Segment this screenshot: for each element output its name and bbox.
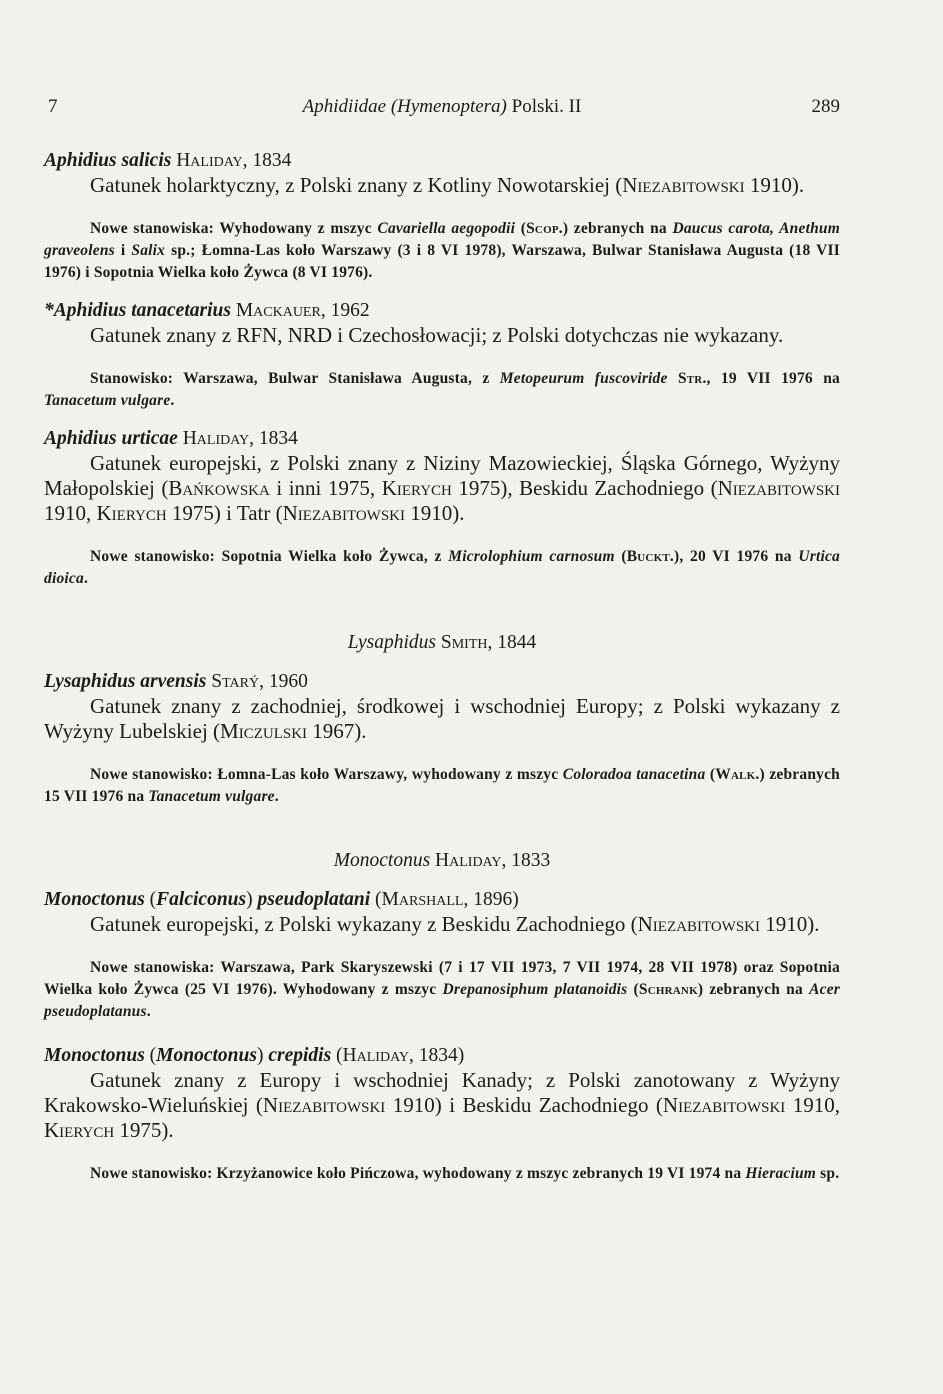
page-number: 289 xyxy=(811,96,840,117)
genus-year: , 1833 xyxy=(501,850,551,871)
locality-note: Nowe stanowisko: Krzyżanowice koło Pińczowa, wyhodowany z mszyc zebranych 19 VI 1974 na Hieracium sp. xyxy=(90,1165,840,1182)
species-heading xyxy=(44,298,840,323)
running-title-order: (Hymenoptera) xyxy=(390,96,507,117)
locality-note: Nowe stanowisko: Sopotnia Wielka koło Żywca, z Microlophium carnosum (Buckt.), 20 VI 1976 na Urtica dioica. xyxy=(44,548,840,587)
genus-author: Haliday xyxy=(435,850,502,871)
species-year: , 1962 xyxy=(320,300,370,321)
species-description: Gatunek znany z zachodniej, środkowej i wschodniej Europy; z Polski wykazany z Wyżyny Lubelskiej (Miczulski 1967). xyxy=(44,694,840,743)
species-year: , 1896) xyxy=(463,889,519,910)
species-name: Aphidius urticae xyxy=(44,428,178,449)
species-description: Gatunek holarktyczny, z Polski znany z Kotliny Nowotarskiej (Niezabitowski 1910). xyxy=(90,173,805,197)
genus-heading xyxy=(44,848,840,873)
species-year: , 1960 xyxy=(259,671,308,692)
page-header xyxy=(44,96,840,124)
species-description: Gatunek europejski, z Polski wykazany z Beskidu Zachodniego (Niezabitowski 1910). xyxy=(90,912,820,936)
species-description: Gatunek znany z RFN, NRD i Czechosłowacji; z Polski dotychczas nie wykazany. xyxy=(90,323,784,347)
page-body xyxy=(44,148,840,1185)
locality-note: Nowe stanowiska: Warszawa, Park Skaryszewski (7 i 17 VII 1973, 7 VII 1974, 28 VII 1978) oraz Sopotnia Wielka koło Żywca (25 VI 1976). Wyhodowany z mszyc Drepanosiphum platanoidis (Schrank) zebranych na Acer pseudoplatanus. xyxy=(44,959,841,1020)
locality-note: Nowe stanowiska: Wyhodowany z mszyc Cavariella aegopodii (Scop.) zebranych na Daucus carota, Anethum graveolens i Salix sp.; Łomna-Las koło Warszawy (3 i 8 VI 1978), Warszawa, Bulwar Stanisława Augusta (18 VII 1976) i Sopotnia Wielka koło Żywca (8 VI 1976). xyxy=(44,220,840,281)
species-description: Gatunek znany z Europy i wschodniej Kanady; z Polski zanotowany z Wyżyny Krakowsko-Wieluńskiej (Niezabitowski 1910) i Beskidu Zachodniego (Niezabitowski 1910, Kierych 1975). xyxy=(44,1068,840,1142)
species-heading: Monoctonus (Monoctonus) crepidis (Haliday, 1834) xyxy=(44,1045,465,1066)
species-year: , 1834 xyxy=(242,150,292,171)
new-record-mark: * xyxy=(44,300,54,321)
species-year: , 1834 xyxy=(249,428,298,449)
species-name: Aphidius tanacetarius xyxy=(53,300,231,321)
species-heading xyxy=(44,426,840,451)
species-author: Starý xyxy=(211,671,260,692)
genus-author: Smith xyxy=(440,632,488,653)
species-name: Aphidius salicis xyxy=(44,150,172,171)
species-author: Marshall xyxy=(381,889,464,910)
chapter-number: 7 xyxy=(48,96,58,117)
species-description: Gatunek europejski, z Polski znany z Niziny Mazowieckiej, Śląska Górnego, Wyżyny Małopolskiej (Bańkowska i inni 1975, Kierych 1975), Beskidu Zachodniego (Niezabitowski 1910, Kierych 1975) i Tatr (Niezabitowski 1910). xyxy=(44,451,840,525)
species-author: Mackauer xyxy=(235,300,321,321)
species-author: Haliday xyxy=(182,428,250,449)
species-heading xyxy=(44,669,840,694)
running-title xyxy=(44,96,840,118)
running-title-rest: Polski. II xyxy=(511,96,582,117)
genus-name: Lysaphidus xyxy=(347,632,436,653)
genus-heading xyxy=(44,630,840,655)
species-name: Lysaphidus arvensis xyxy=(44,671,207,692)
locality-note: Stanowisko: Warszawa, Bulwar Stanisława Augusta, z Metopeurum fuscoviride Str., 19 VII 1976 na Tanacetum vulgare. xyxy=(44,370,840,409)
locality-note: Nowe stanowisko: Łomna-Las koło Warszawy, wyhodowany z mszyc Coloradoa tanacetina (Walk.) zebranych 15 VII 1976 na Tanacetum vulgare. xyxy=(44,766,840,805)
species-heading xyxy=(44,148,840,173)
species-author: Haliday xyxy=(176,150,243,171)
genus-year: , 1844 xyxy=(487,632,537,653)
species-year: , 1834) xyxy=(409,1045,465,1066)
running-title-family: Aphidiidae xyxy=(302,96,387,117)
species-author: Haliday xyxy=(342,1045,409,1066)
species-heading: Monoctonus (Falciconus) pseudoplatani (Marshall, 1896) xyxy=(44,889,519,910)
genus-name: Monoctonus xyxy=(333,850,431,871)
